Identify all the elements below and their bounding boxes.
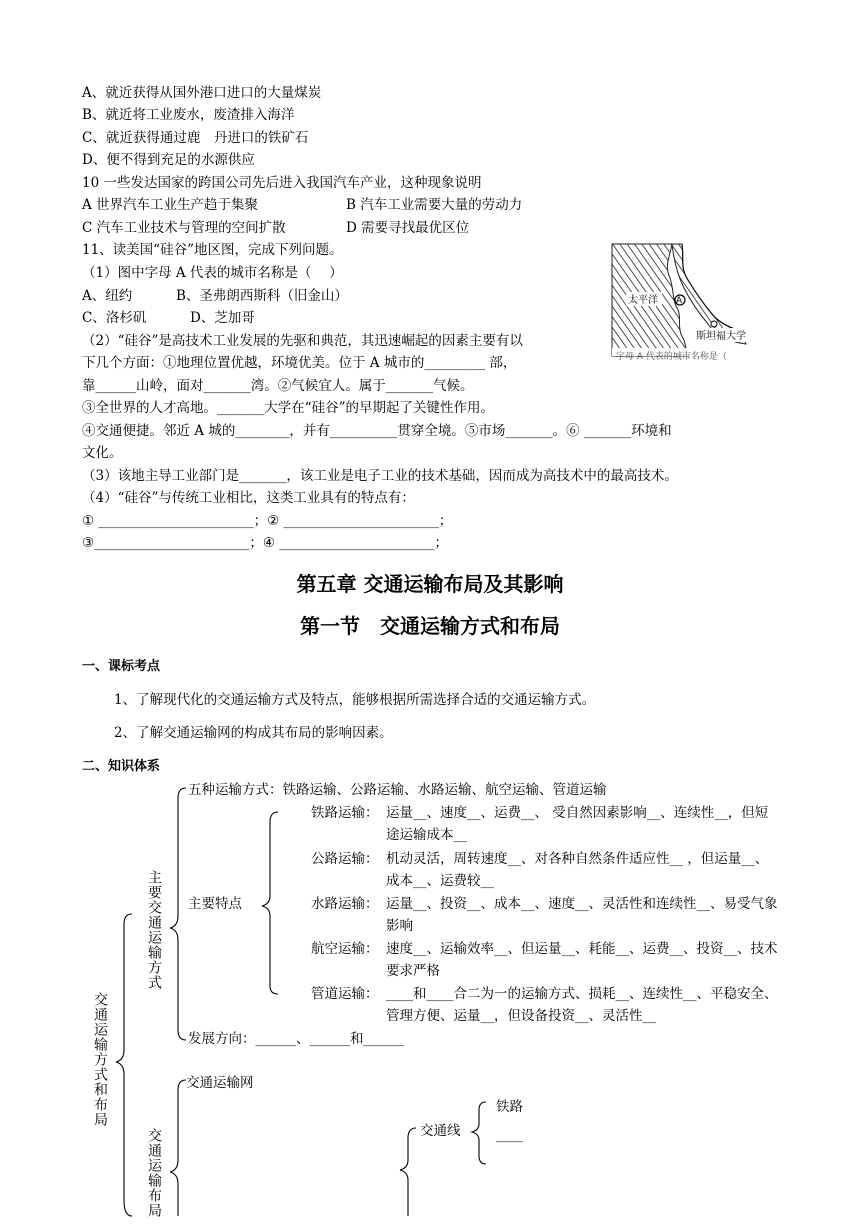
air-text: 速度__、运输效率__、但运量__、耗能__、运费__、投资__、技术要求严格 xyxy=(386,941,778,979)
five-modes: 五种运输方式：铁路运输、公路运输、水路运输、航空运输、管道运输 xyxy=(188,782,607,798)
section-title: 第一节 交通运输方式和布局 xyxy=(300,614,560,638)
q11-part2-line1: （2）“硅谷”是高技术工业发展的先驱和典范，其迅速崛起的因素主要有以 xyxy=(82,333,523,349)
features-brace xyxy=(262,812,278,994)
q11-part2-line3: 靠______山岭，面对_______湾。②气候宜人。属于_______气候。 xyxy=(82,378,474,394)
q11-part2-line2: 下几个方面：①地理位置优越，环境优美。位于 A 城市的_________ 部， xyxy=(82,355,517,371)
q11-part1-option-b: B、圣弗朗西斯科（旧金山） xyxy=(176,288,348,304)
q11-part2-line5: ④交通便捷。邻近 A 城的________，并有__________贯穿全境。⑤市场_______。⑥ _______环境和 xyxy=(82,423,672,439)
q11-part4: （4）“硅谷”与传统工业相比，这类工业具有的特点有： xyxy=(82,490,415,506)
features-label: 主要特点 xyxy=(188,896,242,912)
tree-branch2-label: 交通运输布局 xyxy=(146,1128,162,1218)
lines-label: 交通线 xyxy=(420,1123,461,1139)
tree-root-label: 交通运输方式和布局 xyxy=(92,992,108,1127)
q10-stem: 10 一些发达国家的跨国公司先后进入我国汽车产业，这种现象说明 xyxy=(82,175,482,191)
q11-part1-option-d: D、芝加哥 xyxy=(190,310,255,326)
water-label: 水路运输： xyxy=(311,896,379,912)
rail-text: 运量__、速度__、运费__、 受自然因素影响__、连续性__，但短途运输成本__ xyxy=(386,805,769,843)
road-label: 公路运输： xyxy=(311,851,379,867)
part1-item2: 2、了解交通运输网的构成其布局的影响因素。 xyxy=(114,725,393,741)
q10-option-d: D 需要寻找最优区位 xyxy=(346,220,470,236)
map-caption: 字母 A 代表的城市名称是（ xyxy=(616,352,727,362)
pipe-text: ____和____合二为一的运输方式、损耗__、连续性__、平稳安全、管理方便、运量__，但设备投资__、灵活性__ xyxy=(386,986,778,1024)
q10-option-b: B 汽车工业需要大量的劳动力 xyxy=(346,197,523,213)
part1-heading: 一、课标考点 xyxy=(82,659,161,674)
q9-option-d: D、便不得到充足的水源供应 xyxy=(82,152,255,168)
q10-option-a: A 世界汽车工业生产趋于集聚 xyxy=(82,197,259,213)
root-brace xyxy=(116,914,132,1216)
q10-option-c: C 汽车工业技术与管理的空间扩散 xyxy=(82,220,286,236)
q11-blanks-row1: ① _______________________；② _______________________； xyxy=(82,513,453,529)
lines-brace xyxy=(400,1128,416,1216)
branch2-brace xyxy=(170,1080,186,1216)
development-direction: 发展方向：______、______和______ xyxy=(188,1031,404,1047)
ocean-label: 太平洋 xyxy=(628,295,658,306)
q11-part2-line4: ③全世界的人才高地。_______大学在“硅谷”的早期起了关键性作用。 xyxy=(82,400,495,416)
branch1-brace xyxy=(170,788,186,1040)
network-label: 交通运输网 xyxy=(186,1075,254,1091)
q9-option-c: C、就近获得通过鹿 丹进口的铁矿石 xyxy=(82,130,309,146)
part1-item1: 1、了解现代化的交通运输方式及特点，能够根据所需选择合适的交通运输方式。 xyxy=(114,692,596,708)
q11-part2-line6: 文化。 xyxy=(82,445,123,461)
q11-stem: 11、读美国“硅谷”地区图，完成下列问题。 xyxy=(82,242,343,258)
road-text: 机动灵活，周转速度__、对各种自然条件适应性__ ，但运量__、成本__、运费较__ xyxy=(386,851,769,889)
chapter-title: 第五章 交通运输布局及其影响 xyxy=(296,572,564,596)
q11-part1-option-a: A、纽约 xyxy=(82,288,133,304)
air-label: 航空运输： xyxy=(311,941,379,957)
pipe-label: 管道运输： xyxy=(311,986,379,1002)
water-text: 运量__、投资__、成本__、速度__、灵活性和连续性__、易受气象影响 xyxy=(386,896,778,934)
tree-branch1-label: 主要交通运输方式 xyxy=(146,870,162,990)
q11-part1-option-c: C、洛杉矶 xyxy=(82,310,147,326)
q9-option-a: A、就近获得从国外港口进口的大量煤炭 xyxy=(82,85,322,101)
q11-part3: （3）该地主导工业部门是_______，该工业是电子工业的技术基础，因而成为高技术中的最高技术。 xyxy=(82,468,678,484)
q11-part1: （1）图中字母 A 代表的城市名称是（ ） xyxy=(82,265,343,281)
railway-label: 铁路 xyxy=(496,1099,523,1115)
stanford-label: 斯坦福大学 xyxy=(696,331,746,342)
part2-heading: 二、知识体系 xyxy=(82,759,161,774)
city-a-label: A xyxy=(676,296,683,306)
q11-blanks-row2: ③_______________________；④ _______________________； xyxy=(82,535,448,551)
rail-label: 铁路运输： xyxy=(311,805,379,821)
railway-brace xyxy=(472,1102,486,1164)
q9-option-b: B、就近将工业废水，废渣排入海洋 xyxy=(82,107,295,123)
blank-line: ____ xyxy=(496,1127,523,1143)
